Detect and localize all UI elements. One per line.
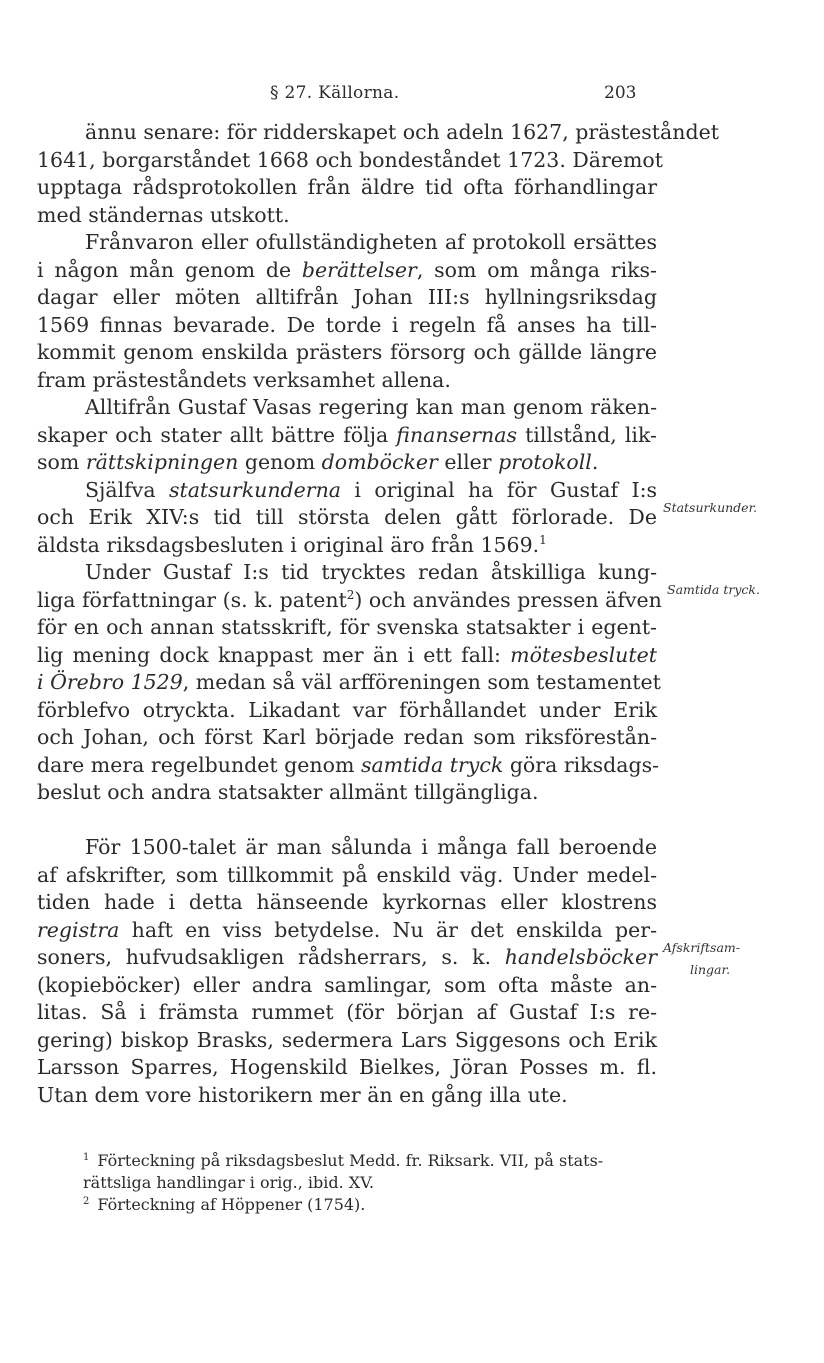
- text-line: [37, 312, 657, 340]
- text-run: 1569 finnas bevarade. De torde i regeln få anses ha till-: [37, 312, 657, 337]
- italic-run: handelsböcker: [504, 945, 657, 969]
- text-run: Utan dem vore historikern mer än en gång illa ute.: [37, 1082, 568, 1107]
- running-title: § 27. Källorna.: [270, 83, 400, 103]
- footnote-mark: 1: [83, 1151, 90, 1163]
- text-line: [37, 587, 662, 615]
- italic-run: rättskipningen: [85, 450, 239, 474]
- text-run: i original ha för Gustaf I:s: [341, 477, 657, 502]
- text-run: förblefvo otryckta. Likadant var förhållandet under Erik: [37, 697, 657, 722]
- text-run: ) och användes pressen äfven: [354, 587, 662, 612]
- footnotes: [37, 1150, 657, 1216]
- italic-run: berättelser: [301, 257, 417, 282]
- text-line: [37, 642, 657, 670]
- text-line: [37, 284, 657, 312]
- paragraph-gap: [37, 807, 657, 835]
- italic-run: domböcker: [321, 450, 438, 474]
- footnote-reference: 1: [539, 532, 547, 547]
- text-run: ännu senare: för ridderskapet och adeln 1627, prästeståndet: [85, 120, 719, 144]
- text-run: genom: [238, 450, 322, 474]
- text-run: fram prästeståndets verksamhet allena.: [37, 367, 451, 392]
- text-line: [37, 917, 657, 945]
- margin-note-samtida-tryck: Samtida tryck.: [667, 582, 760, 597]
- text-line: [37, 1082, 657, 1110]
- text-run: och Erik XIV:s tid till största delen gått förlorade. De: [37, 505, 657, 529]
- text-run: med ständernas utskott.: [37, 202, 290, 227]
- italic-run: samtida tryck: [360, 752, 504, 777]
- text-line: [37, 669, 661, 697]
- footnote-1-continued: [37, 1172, 657, 1194]
- text-line: [37, 229, 657, 257]
- footnote-text: rättsliga handlingar i orig., ibid. XV.: [83, 1173, 375, 1192]
- text-line: [37, 422, 657, 450]
- text-run: i någon mån genom de: [37, 257, 302, 282]
- text-line: [37, 477, 657, 505]
- text-run: (kopieböcker) eller andra samlingar, som ofta måste an-: [37, 972, 657, 997]
- text-line: [37, 147, 663, 175]
- text-line: [37, 779, 657, 807]
- footnote-reference: 2: [346, 587, 355, 602]
- text-run: gering) biskop Brasks, sedermera Lars Siggesons och Erik: [37, 1027, 657, 1052]
- text-run: dagar eller möten alltifrån Johan III:s hyllningsriksdag: [37, 285, 657, 309]
- text-run: Själfva: [85, 477, 169, 502]
- italic-run: finansernas: [396, 422, 517, 447]
- italic-run: registra: [37, 917, 120, 942]
- text-run: dare mera regelbundet genom: [37, 752, 361, 777]
- text-run: , medan så väl arfföreningen som testamentet: [182, 670, 661, 694]
- text-run: , som om många riks-: [416, 257, 657, 282]
- text-line: [37, 724, 657, 752]
- text-run: Larsson Sparres, Hogenskild Bielkes, Jöran Posses m. fl.: [37, 1055, 657, 1079]
- text-line: [37, 972, 657, 1000]
- page-number: 203: [604, 83, 637, 103]
- text-line: [37, 504, 657, 532]
- text-run: Frånvaron eller ofullständigheten af protokoll ersättes: [85, 230, 657, 254]
- text-run: liga författningar (s. k. patent: [37, 587, 347, 612]
- italic-run: i Örebro 1529: [37, 670, 183, 694]
- text-run: Under Gustaf I:s tid trycktes redan åtskilliga kung-: [85, 560, 657, 584]
- text-run: äldsta riksdagsbesluten i original äro från 1569.: [37, 532, 540, 557]
- text-run: För 1500-talet är man sålunda i många fall beroende: [85, 835, 657, 859]
- text-run: beslut och andra statsakter allmänt tillgängliga.: [37, 780, 539, 804]
- italic-run: protokoll.: [498, 450, 599, 474]
- text-run: 1641, borgarståndet 1668 och bondeståndet 1723. Däremot: [37, 147, 663, 172]
- italic-run: statsurkunderna: [168, 477, 342, 502]
- text-run: tillstånd, lik-: [516, 422, 657, 447]
- text-line: [37, 532, 657, 560]
- text-run: för en och annan statsskrift, för svenska statsakter i egent-: [37, 615, 657, 639]
- text-line: [37, 367, 657, 395]
- text-line: [37, 174, 657, 202]
- text-line: [37, 944, 657, 972]
- text-line: [37, 449, 657, 477]
- text-line: [37, 752, 660, 780]
- text-line: [37, 119, 719, 147]
- italic-run: mötesbeslutet: [510, 642, 657, 667]
- text-line: [37, 257, 657, 285]
- text-run: tiden hade i detta hänseende kyrkornas eller klostrens: [37, 890, 657, 914]
- text-line: [37, 614, 657, 642]
- running-header: [0, 83, 824, 113]
- text-line: [37, 202, 657, 230]
- text-run: kommit genom enskilda prästers försorg och gällde längre: [37, 340, 657, 364]
- text-run: upptaga rådsprotokollen från äldre tid ofta förhandlingar: [37, 175, 657, 199]
- text-run: lig mening dock knappast mer än i ett fall:: [37, 642, 511, 667]
- text-run: som: [37, 450, 86, 474]
- text-run: af afskrifter, som tillkommit på enskild väg. Under medel-: [37, 862, 657, 887]
- text-run: skaper och stater allt bättre följa: [37, 422, 397, 447]
- footnote-text: Förteckning på riksdagsbeslut Medd. fr. Riksark. VII, på stats-: [97, 1151, 604, 1170]
- footnote-text: Förteckning af Höppener (1754).: [97, 1195, 366, 1214]
- text-line: [37, 339, 657, 367]
- margin-note-afskriftsamlingar-1: Afskriftsam-: [663, 940, 740, 955]
- text-line: [37, 1027, 657, 1055]
- text-line: [37, 559, 657, 587]
- text-line: [37, 394, 657, 422]
- footnote-1: [37, 1150, 657, 1172]
- text-line: [37, 834, 657, 862]
- text-run: göra riksdags-: [503, 752, 660, 777]
- text-run: och Johan, och först Karl började redan som riksförestån-: [37, 725, 657, 749]
- margin-note-afskriftsamlingar-2: lingar.: [690, 962, 731, 977]
- text-line: [37, 999, 657, 1027]
- footnote-mark: 2: [83, 1195, 90, 1207]
- text-line: [37, 862, 657, 890]
- text-run: litas. Så i främsta rummet (för början af Gustaf I:s re-: [37, 1000, 657, 1024]
- footnote-2: [37, 1194, 657, 1216]
- text-line: [37, 1054, 657, 1082]
- text-line: [37, 697, 657, 725]
- text-line: [37, 889, 657, 917]
- text-run: eller: [437, 450, 499, 474]
- margin-note-statsurkunder: Statsurkunder.: [663, 500, 758, 515]
- text-run: soners, hufvudsakligen rådsherrars, s. k.: [37, 945, 505, 969]
- text-run: Alltifrån Gustaf Vasas regering kan man genom räken-: [85, 395, 657, 419]
- text-run: haft en viss betydelse. Nu är det enskilda per-: [119, 917, 657, 942]
